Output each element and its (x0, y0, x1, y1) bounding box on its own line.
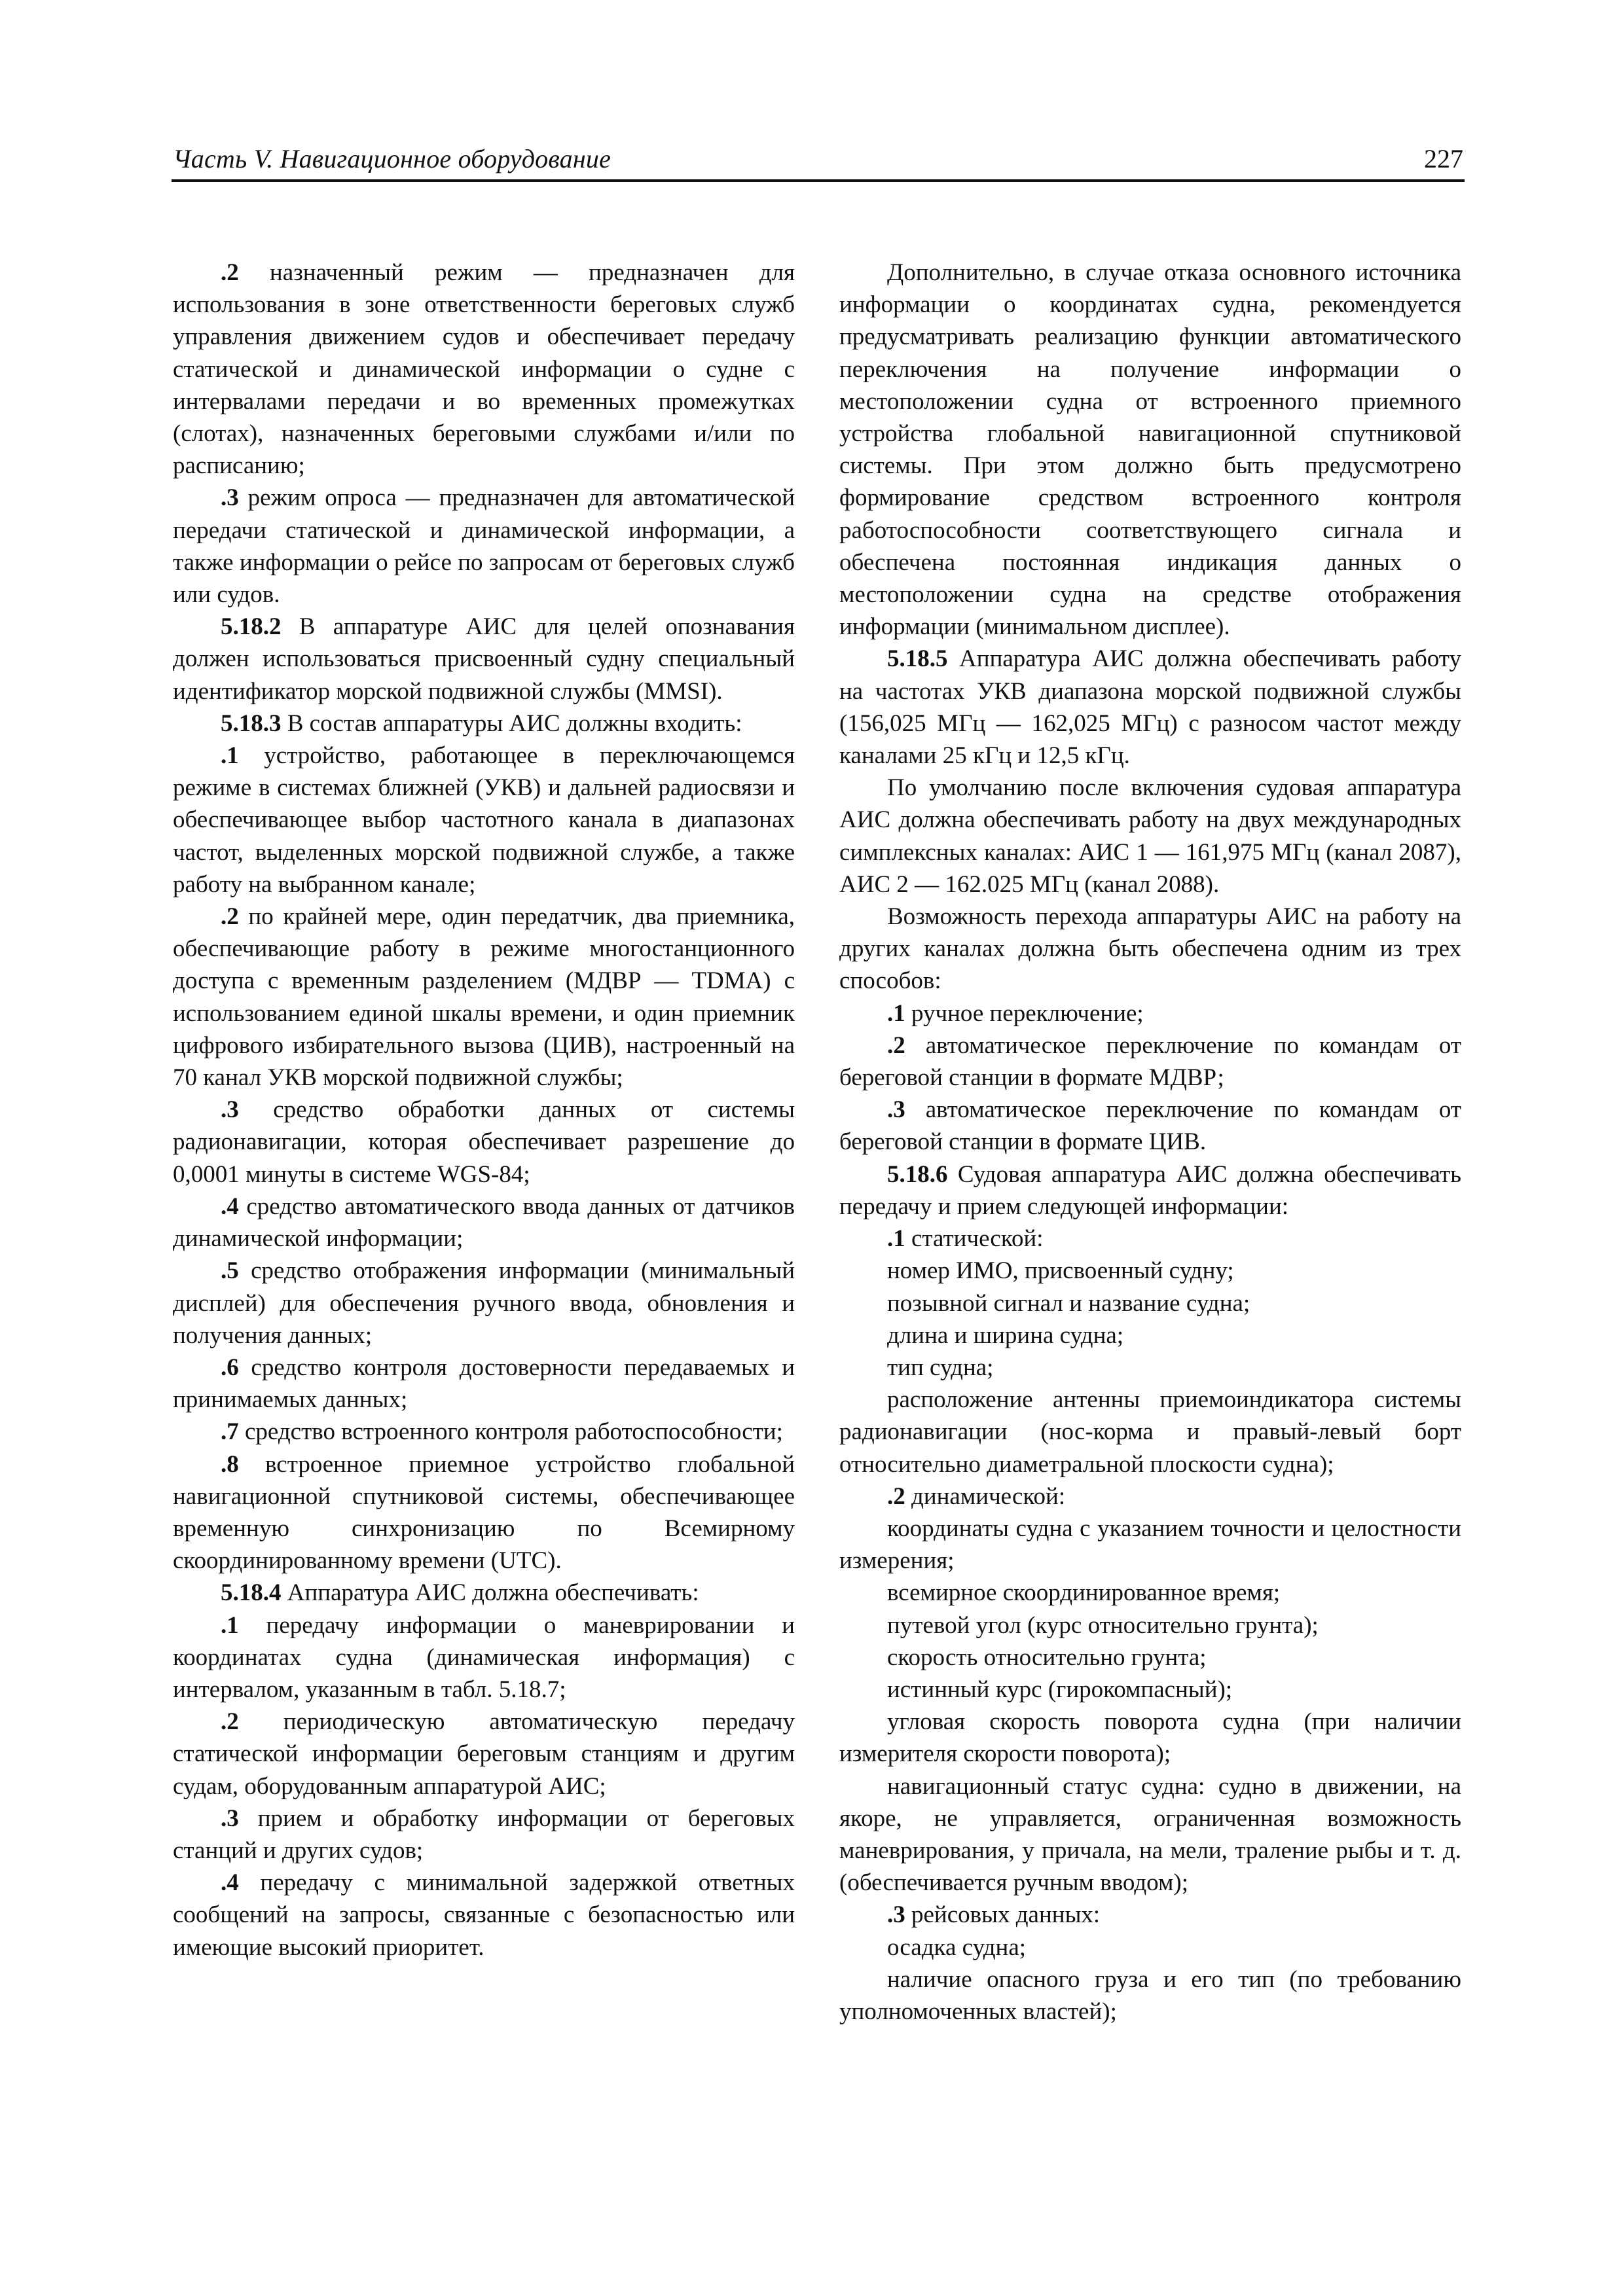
paragraph-text: передачу с минимальной задержкой ответных сообщений на запросы, связанные с безопасностью или имеющие высокий приоритет. (173, 1869, 795, 1961)
paragraph (173, 1352, 795, 1416)
paragraph (839, 1255, 1461, 1287)
paragraph-text: Аппаратура АИС должна обеспечивать: (281, 1579, 699, 1607)
paragraph (173, 1094, 795, 1191)
paragraph-number: .2 (887, 1031, 905, 1059)
paragraph (839, 1706, 1461, 1770)
paragraph-text: средство обработки данных от системы радионавигации, которая обеспечивает разрешение до 0,0001 минуты в системе WGS-84; (173, 1096, 795, 1188)
paragraph (173, 257, 795, 482)
paragraph-text: средство автоматического ввода данных от датчиков динамической информации; (173, 1193, 795, 1253)
paragraph-text: Возможность перехода аппаратуры АИС на работу на других каналах должна быть обеспечена одним из трех способов: (839, 903, 1461, 995)
paragraph (173, 1609, 795, 1706)
paragraph (173, 740, 795, 901)
paragraph-number: 5.18.5 (887, 645, 948, 673)
paragraph (173, 901, 795, 1094)
paragraph-text: передачу информации о маневрировании и координатах судна (динамическая информация) с интервалом, указанным в табл. 5.18.7; (173, 1611, 795, 1703)
paragraph-number: .3 (221, 1804, 239, 1832)
paragraph-text: осадка судна; (887, 1933, 1027, 1961)
paragraph (839, 1287, 1461, 1319)
paragraph-text: периодическую автоматическую передачу статической информации береговым станциям и другим судам, оборудованным аппаратурой АИС; (173, 1708, 795, 1800)
paragraph-number: .5 (221, 1257, 239, 1285)
paragraph-text: статической: (905, 1225, 1044, 1253)
right-column (839, 257, 1461, 2028)
paragraph (839, 1094, 1461, 1158)
paragraph-number: .3 (887, 1901, 905, 1929)
paragraph (173, 1448, 795, 1577)
paragraph (839, 1158, 1461, 1223)
paragraph-number: .3 (221, 1096, 239, 1124)
paragraph-number: .1 (221, 1611, 239, 1639)
paragraph-text: номер ИМО, присвоенный судну; (887, 1257, 1234, 1285)
paragraph-text: назначенный режим — предназначен для использования в зоне ответственности береговых служб управления движением судов и обеспечивает передачу статической и динамической информации о судне с интервалами передачи и во временных промежутках (слотах), назначенных береговыми службами и/или по расписанию; (173, 259, 795, 480)
paragraph-text: путевой угол (курс относительно грунта); (887, 1611, 1319, 1639)
paragraph-text: По умолчанию после включения судовая аппаратура АИС должна обеспечивать работу на двух международных симплексных каналах: АИС 1 — 161,975 МГц (канал 2087), АИС 2 — 162.025 МГц (канал 2088). (839, 774, 1461, 898)
paragraph (839, 901, 1461, 997)
paragraph (839, 1480, 1461, 1513)
paragraph-text: позывной сигнал и название судна; (887, 1289, 1250, 1317)
paragraph-number: .2 (221, 1708, 239, 1736)
paragraph-number: .2 (221, 259, 239, 286)
paragraph (173, 611, 795, 708)
paragraph (839, 643, 1461, 772)
paragraph-number: .7 (221, 1418, 239, 1446)
paragraph-number: .3 (887, 1096, 905, 1124)
paragraph-number: 5.18.6 (887, 1160, 948, 1188)
paragraph (173, 1577, 795, 1609)
paragraph-text: рейсовых данных: (905, 1901, 1101, 1929)
paragraph-text: В аппаратуре АИС для целей опознавания должен использоваться присвоенный судну специальный идентификатор морской подвижной службы (MMSI). (173, 613, 795, 705)
paragraph-text: истинный курс (гирокомпасный); (887, 1676, 1233, 1703)
paragraph (839, 1384, 1461, 1480)
paragraph-text: координаты судна с указанием точности и целостности измерения; (839, 1515, 1461, 1575)
paragraph-number: .2 (887, 1482, 905, 1510)
paragraph-text: Аппаратура АИС должна обеспечивать работу на частотах УКВ диапазона морской подвижной службы (156,025 МГц — 162,025 МГц) с разносом частот между каналами 25 кГц и 12,5 кГц. (839, 645, 1461, 770)
paragraph-text: Дополнительно, в случае отказа основного источника информации о координатах судна, рекомендуется предусматривать реализацию функции автоматического переключения на получение информации о местоположении судна от встроенного приемного устройства глобальной навигационной спутниковой системы. При этом должно быть предусмотрено формирование средством встроенного контроля работоспособности соответствующего сигнала и обеспечена постоянная индикация данных о местоположении судна на средстве отображения информации (минимальном дисплее). (839, 259, 1461, 641)
paragraph-text: В состав аппаратуры АИС должны входить: (281, 709, 742, 737)
page-number: 227 (1424, 144, 1463, 173)
paragraph (839, 1931, 1461, 1964)
paragraph-number: .6 (221, 1354, 239, 1381)
paragraph-number: .3 (221, 484, 239, 512)
paragraph-text: Судовая аппаратура АИС должна обеспечивать передачу и прием следующей информации: (839, 1160, 1461, 1220)
paragraph-number: 5.18.2 (221, 613, 282, 641)
paragraph (173, 1867, 795, 1964)
paragraph-number: .1 (887, 999, 905, 1027)
paragraph (173, 482, 795, 611)
paragraph-text: всемирное скоординированное время; (887, 1579, 1281, 1607)
paragraph-number: .2 (221, 903, 239, 931)
paragraph (839, 1641, 1461, 1674)
paragraph-text: наличие опасного груза и его тип (по требованию уполномоченных властей); (839, 1965, 1461, 2025)
paragraph (839, 1609, 1461, 1641)
paragraph-text: навигационный статус судна: судно в движении, на якоре, не управляется, ограниченная возможность маневрирования, у причала, на мели, траление рыбы и т. д. (обеспечивается ручным вводом); (839, 1772, 1461, 1897)
paragraph (173, 1706, 795, 1803)
paragraph (173, 708, 795, 740)
paragraph (173, 1255, 795, 1352)
paragraph-text: встроенное приемное устройство глобальной навигационной спутниковой системы, обеспечивающее временную синхронизацию по Всемирному скоординированному времени (UTC). (173, 1450, 795, 1575)
paragraph-text: устройство, работающее в переключающемся режиме в системах ближней (УКВ) и дальней радиосвязи и обеспечивающее выбор частотного канала в диапазонах частот, выделенных морской подвижной службе, а также работу на выбранном канале; (173, 742, 795, 898)
paragraph (839, 1513, 1461, 1577)
paragraph-number: .4 (221, 1193, 239, 1220)
paragraph-text: средство встроенного контроля работоспособности; (238, 1418, 783, 1446)
left-column (173, 257, 795, 1964)
paragraph-text: тип судна; (887, 1354, 994, 1381)
paragraph-number: .4 (221, 1869, 239, 1897)
paragraph-text: прием и обработку информации от береговых станций и других судов; (173, 1804, 795, 1864)
paragraph (839, 1352, 1461, 1384)
paragraph-text: угловая скорость поворота судна (при наличии измерителя скорости поворота); (839, 1708, 1461, 1768)
paragraph (173, 1191, 795, 1255)
header-title: Часть V. Навигационное оборудование (173, 144, 611, 173)
paragraph-number: .1 (887, 1225, 905, 1253)
running-header (172, 139, 1465, 182)
paragraph-number: .8 (221, 1450, 239, 1478)
paragraph-text: средство контроля достоверности передаваемых и принимаемых данных; (173, 1354, 795, 1414)
paragraph-text: режим опроса — предназначен для автоматической передачи статической и динамической информации, а также информации о рейсе по запросам от береговых служб или судов. (173, 484, 795, 609)
paragraph-text: ручное переключение; (905, 999, 1144, 1027)
paragraph (839, 1770, 1461, 1899)
paragraph (173, 1416, 795, 1448)
paragraph (839, 1577, 1461, 1609)
paragraph-text: длина и ширина судна; (887, 1321, 1124, 1349)
paragraph-text: скорость относительно грунта; (887, 1643, 1207, 1671)
paragraph (173, 1803, 795, 1867)
paragraph (839, 1319, 1461, 1352)
paragraph (839, 997, 1461, 1030)
paragraph-text: средство отображения информации (минимальный дисплей) для обеспечения ручного ввода, обновления и получения данных; (173, 1257, 795, 1349)
paragraph (839, 1964, 1461, 2028)
paragraph (839, 1030, 1461, 1094)
paragraph-number: .1 (221, 742, 239, 770)
paragraph-number: 5.18.3 (221, 709, 282, 737)
paragraph (839, 257, 1461, 643)
paragraph (839, 1899, 1461, 1931)
paragraph-text: динамической: (905, 1482, 1066, 1510)
paragraph-number: 5.18.4 (221, 1579, 282, 1607)
paragraph (839, 772, 1461, 901)
paragraph-text: по крайней мере, один передатчик, два приемника, обеспечивающие работу в режиме многостанционного доступа с временным разделением (МДВР — TDMA) с использованием единой шкалы времени, и один приемник цифрового избирательного вызова (ЦИВ), настроенный на 70 канал УКВ морской подвижной службы; (173, 903, 795, 1092)
paragraph-text: расположение антенны приемоиндикатора системы радионавигации (нос-корма и правый-левый борт относительно диаметральной плоскости судна); (839, 1386, 1461, 1478)
paragraph (839, 1674, 1461, 1706)
paragraph-text: автоматическое переключение по командам от береговой станции в формате ЦИВ. (839, 1096, 1461, 1156)
paragraph (839, 1223, 1461, 1255)
paragraph-text: автоматическое переключение по командам от береговой станции в формате МДВР; (839, 1031, 1461, 1092)
